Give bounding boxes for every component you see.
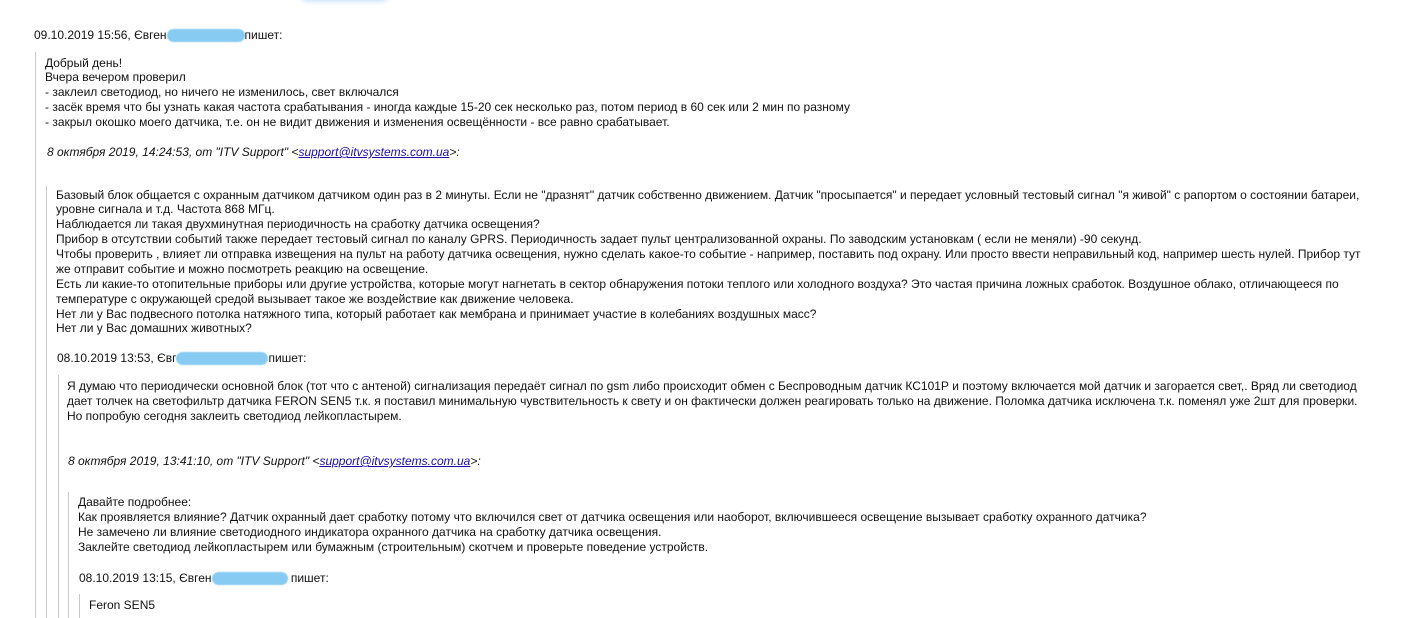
message-header-suffix: пишет: [268,351,307,365]
attribution-suffix: >: [449,145,460,159]
support-email-link[interactable]: support@itvsystems.com.ua [298,145,450,159]
redacted-blur-top [300,0,390,2]
redacted-name [176,352,268,365]
message-header-date: 08.10.2019 13:53, Євг [57,351,177,365]
message-header-2 [57,351,306,365]
message-line: Вчера вечером проверил [45,70,186,84]
attribution-text: 8 октября 2019, 13:41:10, от "ITV Support" < [68,454,320,468]
redacted-name [212,572,288,585]
message-line: Добрый день! [45,56,123,70]
quote-line: Наблюдается ли такая двухминутная периодичность на сработку датчика освещения? [56,217,540,231]
message-line: Но попробую сегодня заклеить светодиод лейкопластырем. [67,409,402,423]
message-line: - закрыл окошко моего датчика, т.е. он не видит движения и изменения освещённости - все равно срабатывает. [45,115,670,129]
message-line: Я думаю что периодически основной блок (тот что с антеной) сигнализация передаёт сигнал по gsm либо происходит обмен с Беспроводным датчик КС101Р и поэтому включается мой датчик и загорается свет,. Вряд ли светодиод [67,379,1357,393]
attribution-suffix: >: [470,454,481,468]
message-line: Feron SEN5 [89,598,156,612]
quote-attribution-2 [68,454,481,468]
message-header-date: 09.10.2019 15:56, Євген [34,28,167,42]
message-line: - засёк время что бы узнать какая частота срабатывания - иногда каждые 15-20 сек несколько раз, потом период в 60 сек или 2 мин по разному [45,100,850,114]
quote-line: Как проявляется влияние? Датчик охранный дает сработку потому что включился свет от датчика освещения или наоборот, включившееся освещение вызывает сработку охранного датчика? [78,510,1147,524]
quote-line: Нет ли у Вас подвесного потолка натяжного типа, который работает как мембрана и принимает участие в колебаниях воздушных масс? [56,307,817,321]
quote-line: уровне сигнала и т.д. Частота 868 МГц. [56,202,275,216]
attribution-text: 8 октября 2019, 14:24:53, от "ITV Support" < [47,145,299,159]
message-header-3 [79,571,329,585]
quote-line: Не замечено ли влияние светодиодного индикатора охранного датчика на сработку датчика освещения. [78,525,662,539]
message-header-1 [34,28,282,42]
quote-line: температуре с окружающей средой вызывает такое же воздействие как движение человека. [56,292,574,306]
quote-bar-level-2 [46,186,47,618]
quote-attribution-1 [47,145,460,159]
quote-line: Есть ли какие-то отопительные приборы или другие устройства, которые могут нагнетать в сектор обнаружения потоки теплого или холодного воздуха? Это частая причина ложных сработок. Воздушное облако, отличающееся по [56,277,1339,291]
message-header-suffix: пишет: [244,28,283,42]
quote-bar-level-1 [35,52,36,618]
message-header-date: 08.10.2019 13:15, Євген [79,571,212,585]
quote-line: Давайте подробнее: [78,495,192,509]
message-line: дает толчек на светофильтр датчика FERON SEN5 т.к. я поставил минимальную чувствительность к свету и он фактически должен реагировать только на движение. Поломка датчика исключена т.к. поменял уже 2шт для проверки. [67,394,1358,408]
message-line: - заклеил светодиод, но ничего не изменилось, свет включался [45,85,399,99]
quote-bar-level-3 [58,375,59,618]
quote-bar-level-4 [68,492,69,618]
quote-line: Базовый блок общается с охранным датчиком датчиком один раз в 2 минуты. Если не "дразнят" датчик собственно движением. Датчик "просыпается" и передает условный тестовый сигнал "я живой" с рапортом о состоянии батареи, [56,188,1360,202]
quote-bar-level-5 [79,594,80,618]
quote-line: Прибор в отсутствии событий также передает тестовый сигнал по каналу GPRS. Периодичность задает пульт централизованной охраны. По заводским установкам ( если не меняли) -90 секунд. [56,232,1142,246]
quote-line: Чтобы проверить , влияет ли отправка извещения на пульт на работу датчика освещения, нужно сделать какое-то событие - например, поставить под охрану. Или просто ввести неправильный код, например шесть нулей. Прибор тут [56,247,1361,261]
support-email-link[interactable]: support@itvsystems.com.ua [319,454,471,468]
quote-line: же отправит событие и можно посмотреть реакцию на освещение. [56,262,429,276]
quote-line: Нет ли у Вас домашних животных? [56,321,252,335]
message-header-suffix: пишет: [287,571,329,585]
quote-line: Заклейте светодиод лейкопластырем или бумажным (строительным) скотчем и проверьте поведение устройств. [78,540,709,554]
redacted-name [167,29,245,42]
